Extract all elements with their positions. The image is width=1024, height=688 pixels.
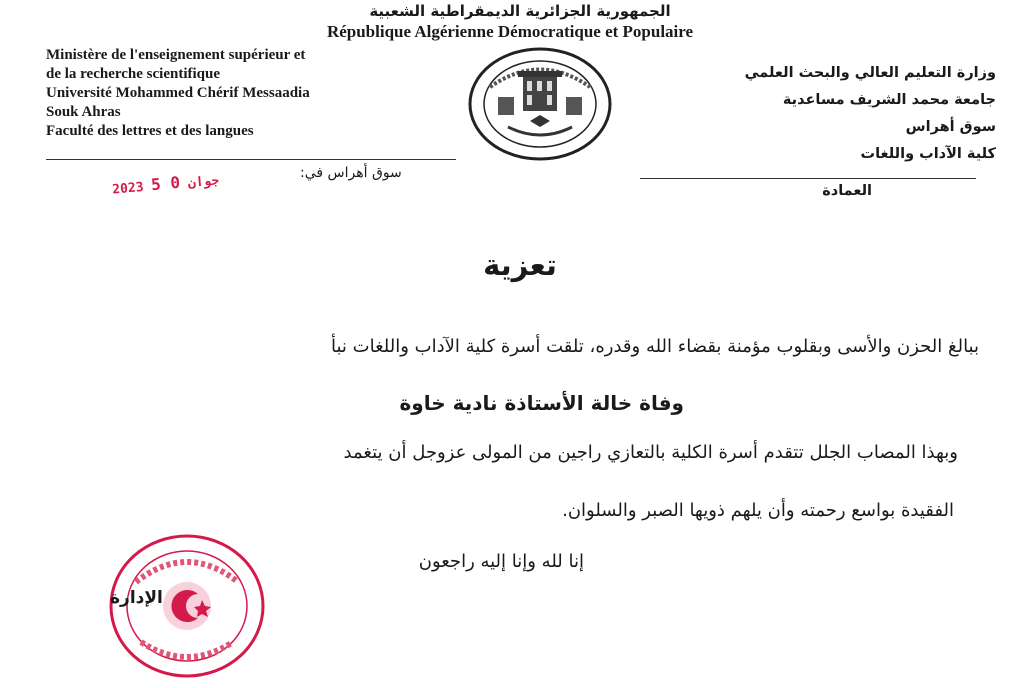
header-divider-right: [640, 178, 976, 179]
body-line-4: الفقيدة بواسع رحمته وأن يلهم ذويها الصبر والسلوان.: [562, 500, 954, 521]
date-stamp-month: جوان: [187, 173, 220, 192]
university-name-arabic: جامعة محمد الشريف مساعدية: [782, 92, 996, 108]
republic-name-arabic: الجمهورية الجزائرية الديمقراطية الشعبية: [369, 2, 671, 20]
date-stamp-day: 0 5: [150, 172, 181, 195]
administration-signature: الإدارة: [110, 588, 163, 608]
body-line-3: وبهذا المصاب الجلل تتقدم أسرة الكلية بالتعازي راجين من المولى عزوجل أن يتغمد: [343, 442, 958, 463]
document-title: تعزية: [483, 248, 557, 282]
deanship-label: العمادة: [822, 183, 872, 199]
city-name-arabic: سوق أهراس: [905, 119, 996, 135]
body-line-5: إنا لله وإنا إليه راجعون: [418, 551, 584, 572]
faculty-name-arabic: كلية الآداب واللغات: [860, 146, 996, 162]
date-stamp-year: 2023: [111, 179, 145, 198]
ministry-line-1: Ministère de l'enseignement supérieur et: [46, 47, 306, 63]
date-stamp: [111, 169, 219, 197]
faculty-name: Faculté des lettres et des langues: [46, 123, 254, 139]
body-line-1: ببالغ الحزن والأسى وبقلوب مؤمنة بقضاء الله وقدره، تلقت أسرة كلية الآداب واللغات نبأ: [331, 336, 979, 357]
place-date-label: سوق أهراس في:: [300, 165, 402, 181]
ministry-line-2: de la recherche scientifique: [46, 66, 220, 82]
institution-block-arabic: [636, 60, 996, 168]
city-name: Souk Ahras: [46, 104, 121, 120]
university-name: Université Mohammed Chérif Messaadia: [46, 85, 310, 101]
ministry-arabic: وزارة التعليم العالي والبحث العلمي: [744, 65, 996, 81]
body-line-2: وفاة خالة الأستاذة نادية خاوة: [399, 391, 684, 415]
institution-block-french: [46, 46, 456, 141]
university-logo: [468, 47, 613, 162]
republic-name-french: République Algérienne Démocratique et Populaire: [326, 22, 694, 41]
header-divider-left: [46, 159, 456, 160]
